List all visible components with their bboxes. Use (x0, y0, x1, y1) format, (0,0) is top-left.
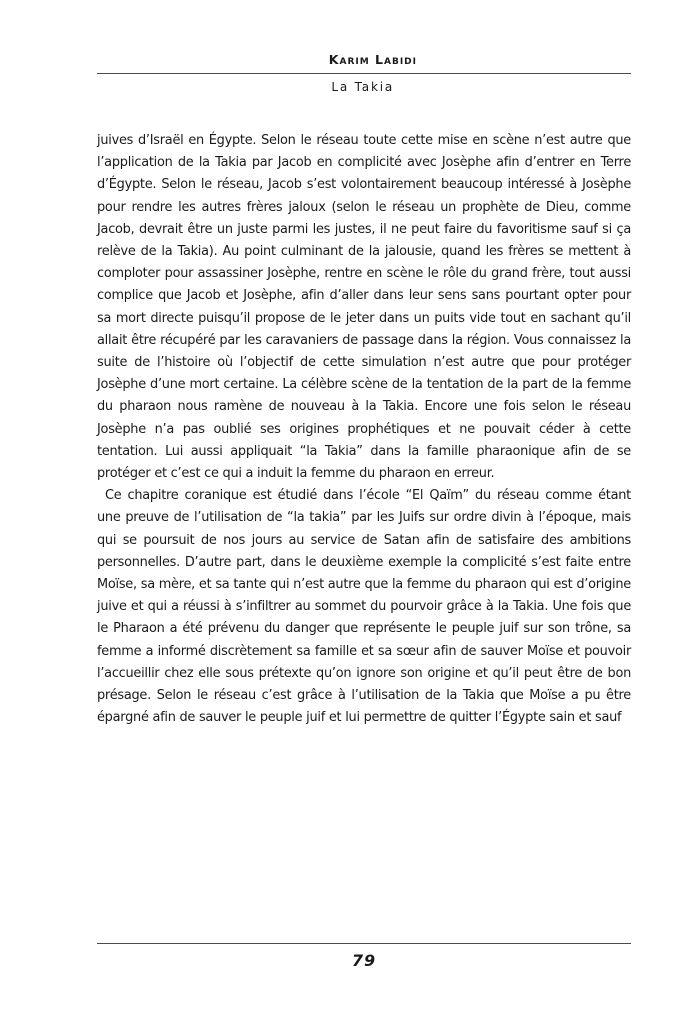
paragraph: juives d’Israël en Égypte. Selon le réseau toute cette mise en scène n’est autre que l’application de la Takia par Jacob en complicité avec Josèphe afin d’entrer en Terre d’Égypte. Selon le réseau, Jacob s’est volontairement beaucoup intéressé à Josèphe pour rendre les autres frères jaloux (selon le réseau un prophète de Dieu, comme Jacob, devrait être un juste parmi les justes, il ne peut faire du favoritisme sauf si ça relève de la Takia). Au point culminant de la jalousie, quand les frères se mettent à comploter pour assassiner Josèphe, rentre en scène le rôle du grand frère, tout aussi complice que Jacob et Josèphe, afin d’aller dans leur sens sans pourtant opter pour sa mort directe puisqu’il propose de le jeter dans un puits vide tout en sachant qu’il allait être récupéré par les caravaniers de passage dans la région. Vous connaissez la suite de l’histoire où l’objectif de cette simulation n’est autre que pour protéger Josèphe d’une mort certaine. La célèbre scène de la tentation de la part de la femme du pharaon nous ramène de nouveau à la Takia. Encore une fois selon le réseau Josèphe n’a pas oublié ses origines prophétiques et ne pouvait céder à cette tentation. Lui aussi appliquait “la Takia” dans la famille pharaonique afin de se protéger et c’est ce qui a induit la femme du pharaon en erreur. (97, 133, 631, 482)
header-divider (97, 73, 631, 74)
footer-divider (97, 943, 631, 944)
body-text (97, 130, 631, 729)
page-number: 79 (351, 951, 377, 970)
running-header-title: La Takia (331, 80, 394, 94)
running-header-author: Karim Labidi (328, 52, 417, 67)
paragraph: Ce chapitre coranique est étudié dans l’école “El Qaïm” du réseau comme étant une preuve de l’utilisation de “la takia” par les Juifs sur ordre divin à l’époque, mais qui se poursuit de nos jours au service de Satan afin de satisfaire des ambitions personnelles. D’autre part, dans le deuxième exemple la complicité s’est faite entre Moïse, sa mère, et sa tante qui n’est autre que la femme du pharaon qui est d’origine juive et qui a réussi à s’infiltrer au sommet du pourvoir grâce à la Takia. Une fois que le Pharaon a été prévenu du danger que représente le peuple juif sur son trône, sa femme a informé discrètement sa famille et sa sœur afin de sauver Moïse et pouvoir l’accueillir chez elle sous prétexte qu’on ignore son origine et qu’il peut être de bon présage. Selon le réseau c’est grâce à l’utilisation de la Takia que Moïse a pu être épargné afin de sauver le peuple juif et lui permettre de quitter l’Égypte sain et sauf (97, 488, 631, 726)
